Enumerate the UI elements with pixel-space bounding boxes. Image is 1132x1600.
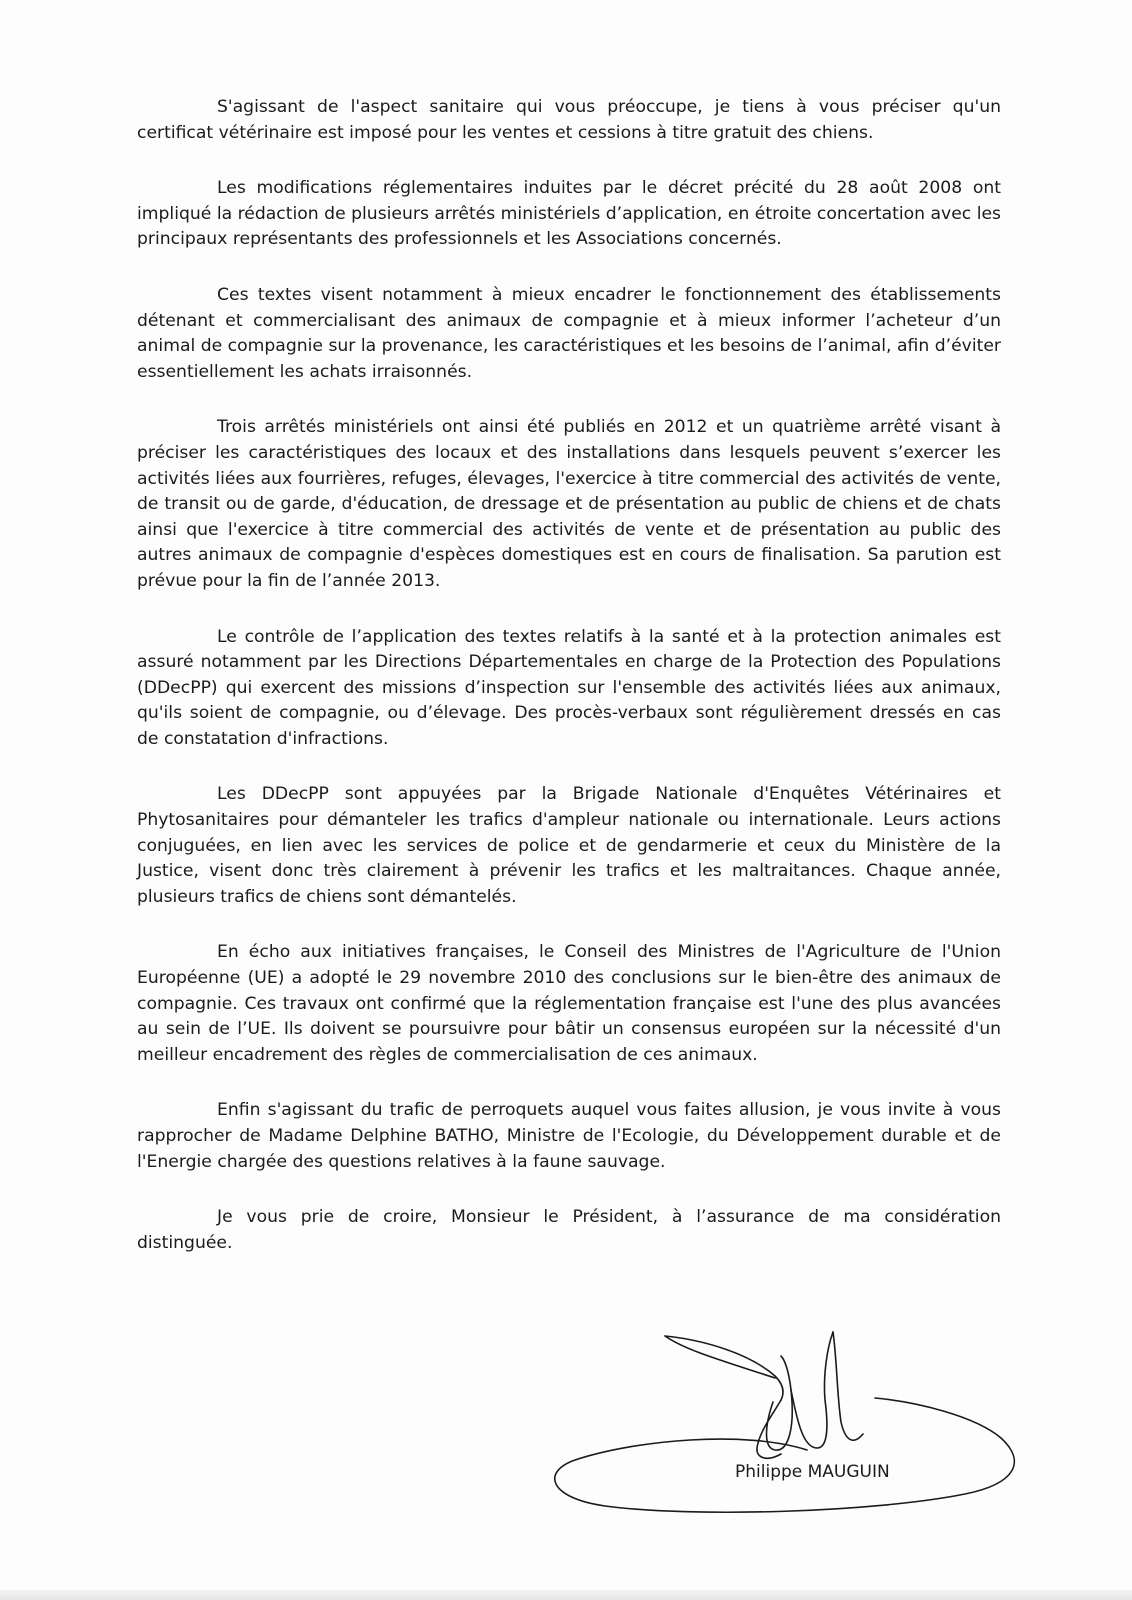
paragraph-texts-purpose: Ces textes visent notamment à mieux encadrer le fonctionnement des établissements détenant et commercialisant des animaux de compagnie et à mieux informer l’acheteur d’un animal de compagnie sur la provenance, les caractéristiques et les besoins de l’animal, afin d’éviter essentiellement les achats irraisonnés. [137,284,1001,382]
paragraph-ministerial-orders: Trois arrêtés ministériels ont ainsi été publiés en 2012 et un quatrième arrêté visant à préciser les caractéristiques des locaux et des installations dans lesquels peuvent s’exercer les activités liées aux fourrières, refuges, élevages, l'exercice à titre commercial des activités de vente, de transit ou de garde, d'éducation, de dressage et de présentation au public de chiens et de chats ainsi que l'exercice à titre commercial des activités de vente et de présentation au public des autres animaux de compagnie d'espèces domestiques est en cours de finalisation. Sa parution est prévue pour la fin de l’année 2013. [137,417,1001,591]
paragraph-regulatory-changes: Les modifications réglementaires induites par le décret précité du 28 août 2008 ont impliqué la rédaction de plusieurs arrêtés ministériels d’application, en étroite concertation avec les principaux représentants des professionnels et les Associations concernés. [137,178,1001,250]
paragraph-sanitary-certificate: S'agissant de l'aspect sanitaire qui vous préoccupe, je tiens à vous préciser qu'un certificat vétérinaire est imposé pour les ventes et cessions à titre gratuit des chiens. [137,97,1001,143]
signature-stroke-image [545,1330,1035,1520]
paragraph-brigade: Les DDecPP sont appuyées par la Brigade Nationale d'Enquêtes Vétérinaires et Phytosanitaires pour démanteler les trafics d'ampleur nationale ou internationale. Leurs actions conjuguées, en lien avec les services de police et de gendarmerie et ceux du Ministère de la Justice, visent donc très clairement à prévenir les trafics et les maltraitances. Chaque année, plusieurs trafics de chiens sont démantelés. [137,784,1001,907]
scan-bottom-edge [0,1590,1132,1600]
paragraph-european-union: En écho aux initiatives françaises, le Conseil des Ministres de l'Agriculture de l'Union Européenne (UE) a adopté le 29 novembre 2010 des conclusions sur le bien-être des animaux de compagnie. Ces travaux ont confirmé que la réglementation française est l'une des plus avancées au sein de l’UE. Ils doivent se poursuivre pour bâtir un consensus européen sur la nécessité d'un meilleur encadrement des règles de commercialisation de ces animaux. [137,942,1001,1065]
handwritten-signature [545,1330,1035,1520]
paragraph-controls: Le contrôle de l’application des textes relatifs à la santé et à la protection animales est assuré notamment par les Directions Départementales en charge de la Protection des Populations (DDecPP) qui exercent des missions d’inspection sur l'ensemble des activités liées aux animaux, qu'ils soient de compagnie, ou d’élevage. Des procès-verbaux sont régulièrement dressés en cas de constatation d'infractions. [137,626,1001,749]
signatory-name: Philippe MAUGUIN [735,1462,890,1482]
paragraph-closing-formula: Je vous prie de croire, Monsieur le Président, à l’assurance de ma considération distinguée. [137,1207,1001,1253]
paragraph-parrot-trafficking: Enfin s'agissant du trafic de perroquets auquel vous faites allusion, je vous invite à vous rapprocher de Madame Delphine BATHO, Ministre de l'Ecologie, du Développement durable et de l'Energie chargée des questions relatives à la faune sauvage. [137,1100,1001,1172]
letter-body [137,95,1001,1286]
